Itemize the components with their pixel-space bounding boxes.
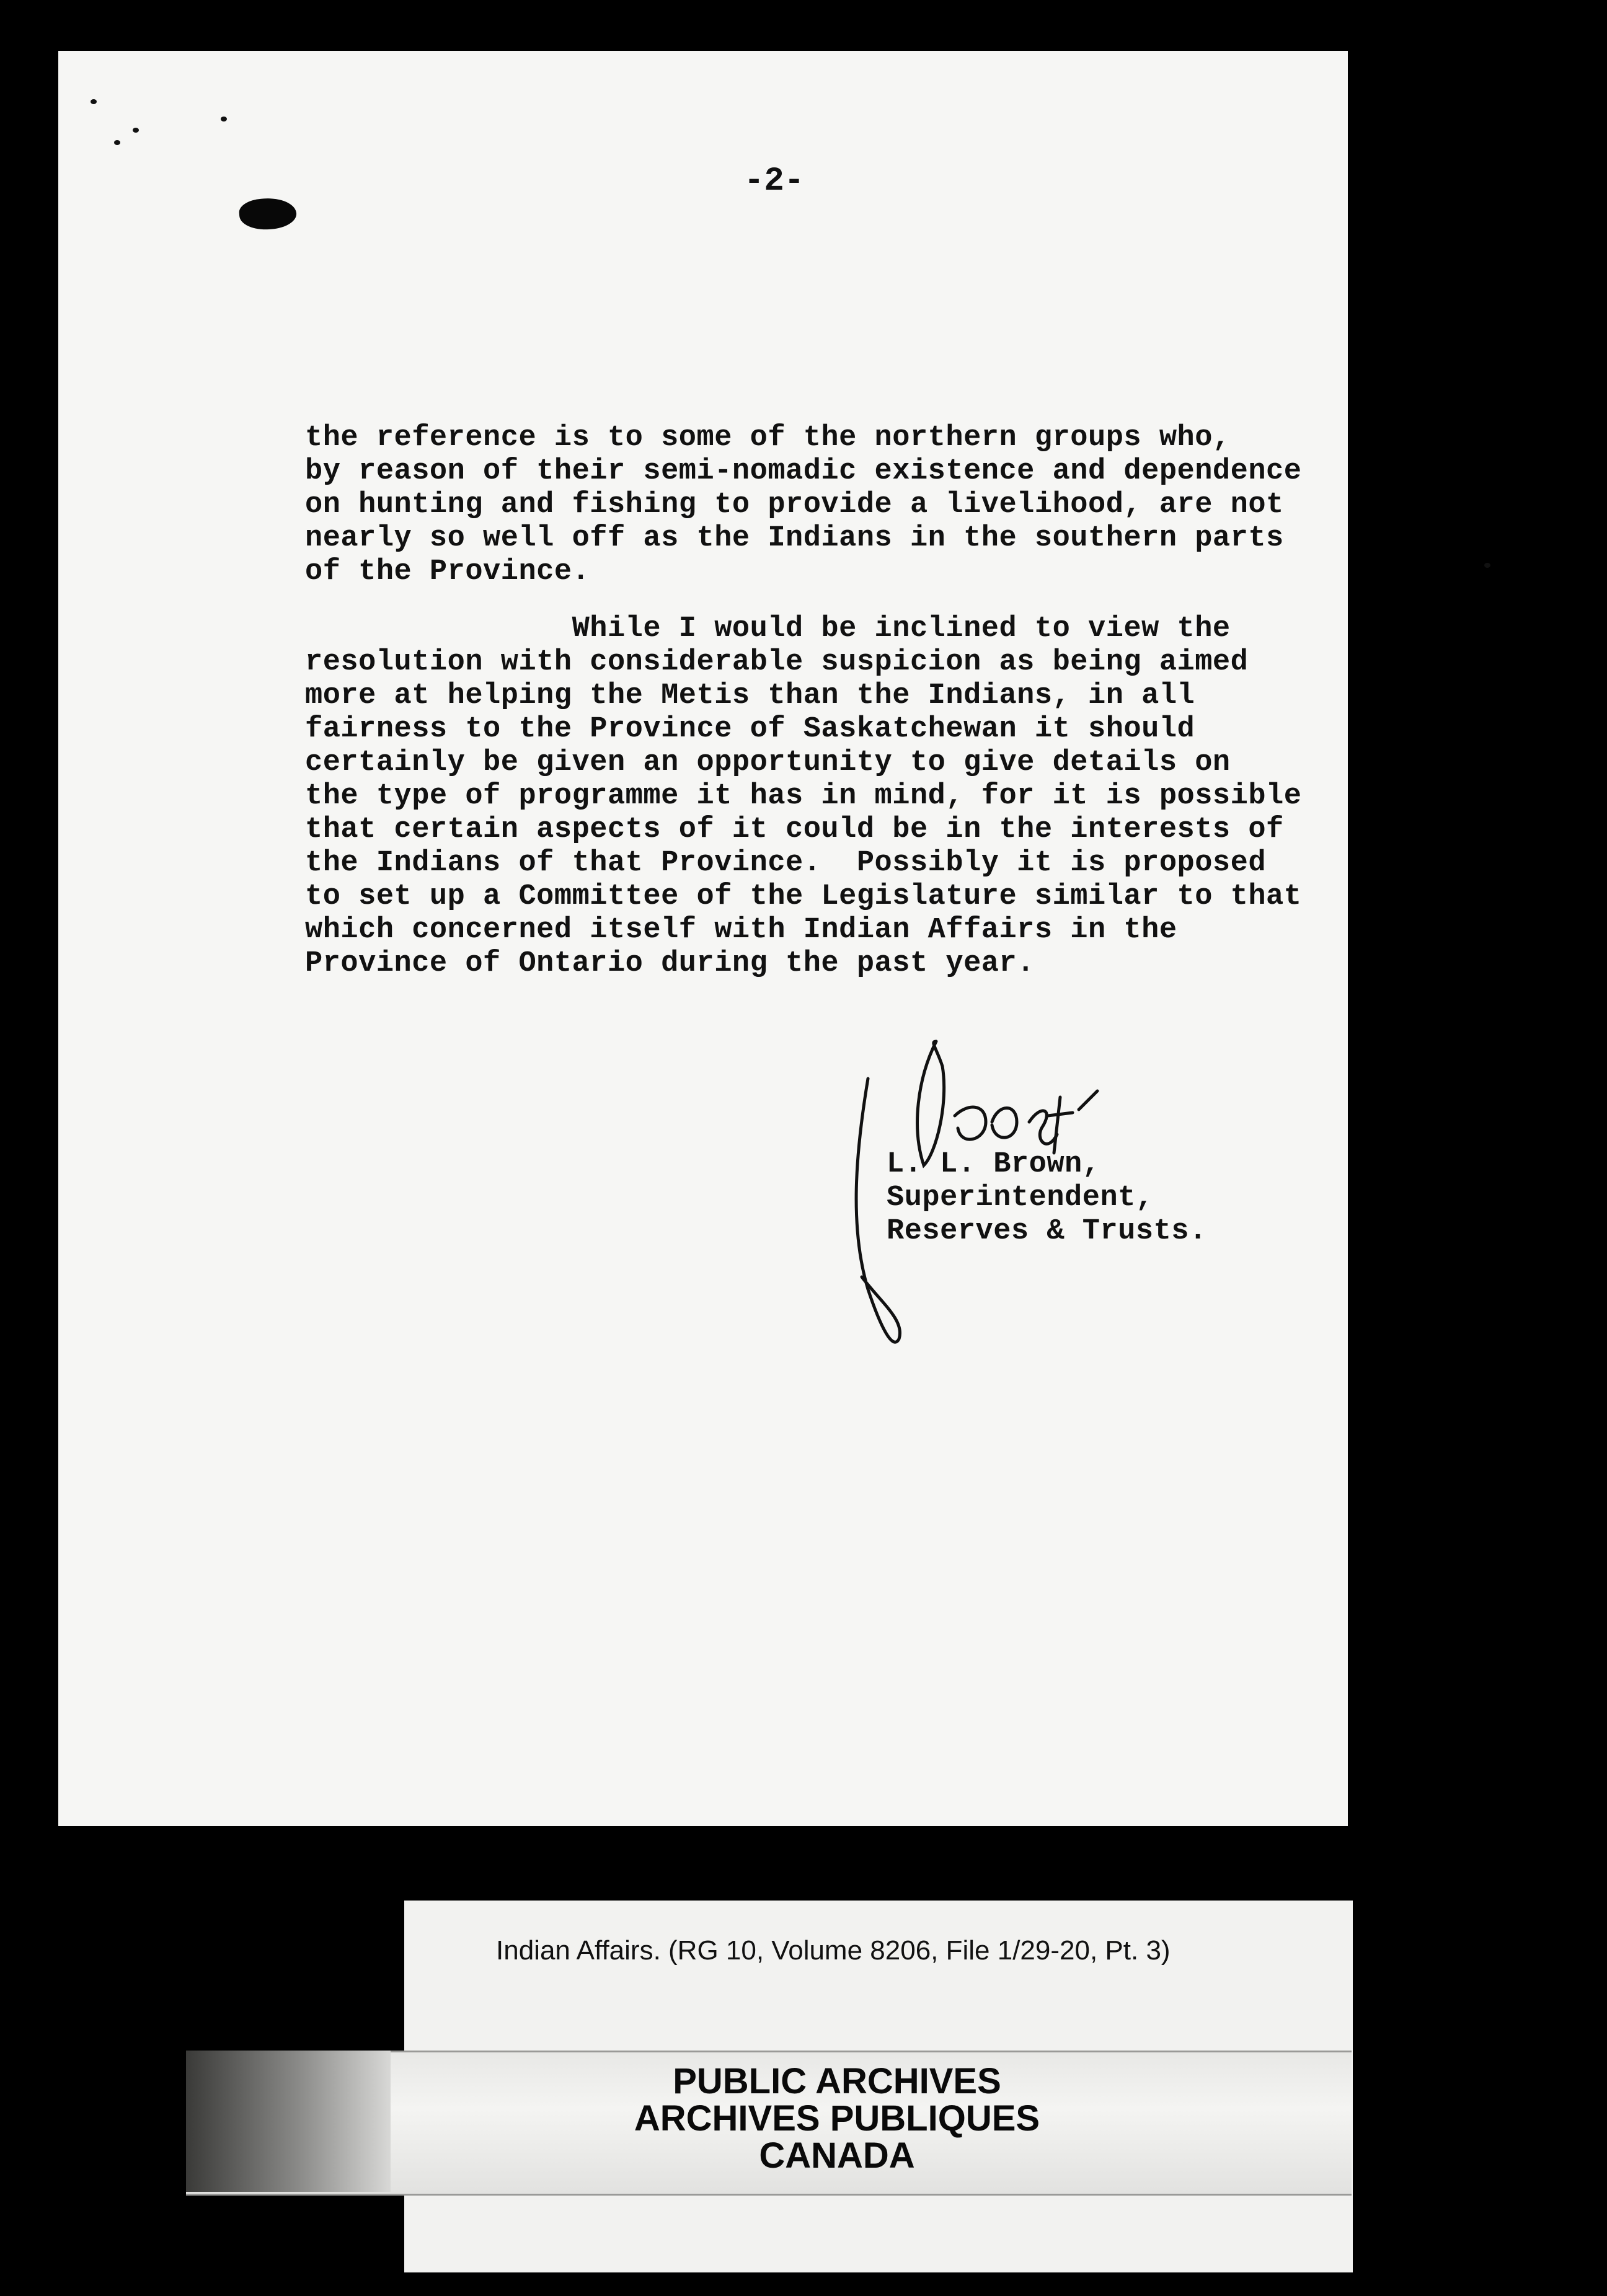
text-line: the reference is to some of the northern groups who,: [305, 422, 1231, 454]
text-line: nearly so well off as the Indians in the southern parts: [305, 522, 1284, 555]
speck: [1484, 563, 1490, 568]
letter-body: [305, 422, 1384, 981]
archive-stamp: [558, 2063, 1116, 2175]
text-line: by reason of their semi-nomadic existence and dependence: [305, 455, 1302, 488]
signatory-department: Reserves & Trusts.: [887, 1215, 1207, 1248]
speck: [221, 117, 227, 121]
text-line: of the Province.: [305, 555, 590, 588]
text-line: more at helping the Metis than the Indians, in all: [305, 679, 1195, 712]
speck: [91, 99, 97, 104]
page-number: -2-: [744, 162, 805, 200]
stamp-line: PUBLIC ARCHIVES: [673, 2061, 1001, 2101]
archive-strip-shadow: [186, 2051, 391, 2192]
stamp-line: ARCHIVES PUBLIQUES: [634, 2098, 1040, 2139]
text-line: certainly be given an opportunity to give details on: [305, 746, 1231, 779]
stamp-line: CANADA: [759, 2135, 915, 2176]
text-line: the Indians of that Province. Possibly it is proposed: [305, 847, 1267, 880]
text-line: the type of programme it has in mind, for it is possible: [305, 780, 1302, 813]
text-line: to set up a Committee of the Legislature similar to that: [305, 880, 1302, 913]
text-line: Province of Ontario during the past year.: [305, 947, 1035, 980]
text-line: that certain aspects of it could be in the interests of: [305, 813, 1284, 846]
signatory-name: L. L. Brown,: [887, 1148, 1100, 1181]
speck: [114, 140, 120, 145]
speck: [133, 128, 139, 133]
text-line: While I would be inclined to view the: [305, 612, 1231, 645]
text-line: resolution with considerable suspicion as being aimed: [305, 646, 1249, 679]
text-line: which concerned itself with Indian Affairs in the: [305, 914, 1177, 947]
text-line: fairness to the Province of Saskatchewan it should: [305, 713, 1195, 746]
signatory-title: Superintendent,: [887, 1181, 1154, 1214]
signature-block: [887, 1148, 1207, 1248]
archive-reference: Indian Affairs. (RG 10, Volume 8206, File 1/29-20, Pt. 3): [496, 1935, 1171, 1966]
text-line: on hunting and fishing to provide a livelihood, are not: [305, 488, 1284, 521]
